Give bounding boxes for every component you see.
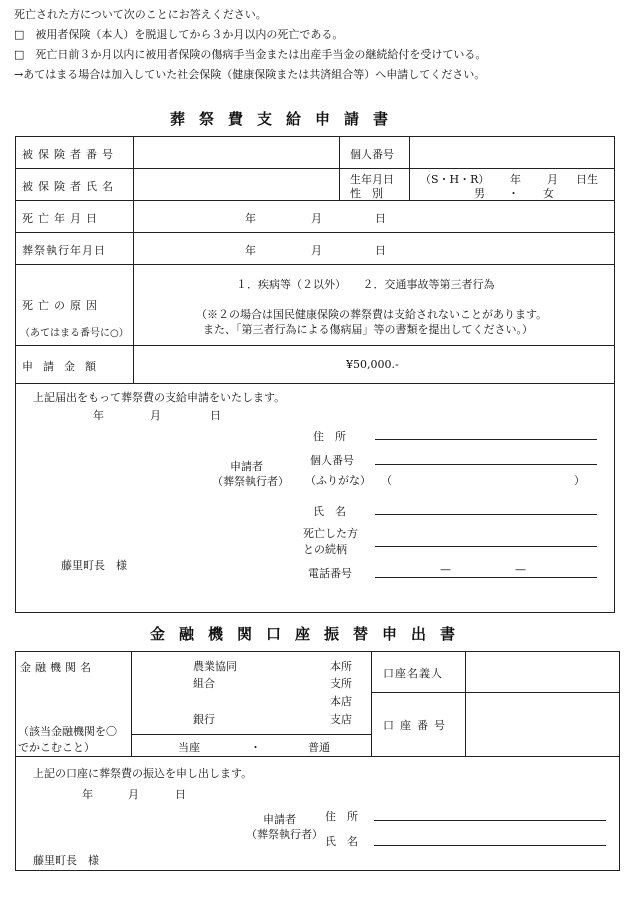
account-number-field[interactable]	[468, 696, 616, 752]
transfer-applicant-sublabel: （葬祭執行者）	[246, 828, 323, 841]
funeral-month-unit: 月	[311, 244, 322, 257]
personal-number-label: 個人番号	[350, 148, 394, 161]
applicant-label: 申請者	[230, 460, 263, 473]
birth-year-unit: 年	[510, 173, 521, 186]
account-type-futsu[interactable]: 普通	[308, 741, 330, 754]
account-number-label: 口座番号	[383, 719, 451, 732]
relation-label-1: 死亡した方	[303, 527, 358, 540]
insured-name-label: 被保険者氏名	[22, 180, 118, 193]
death-month-unit: 月	[311, 212, 322, 225]
furigana-close-paren: ）	[574, 474, 585, 487]
notice-intro: 死亡された方について次のことにお答えください。	[14, 8, 267, 21]
phone-dash-2: —	[515, 563, 526, 576]
gender-label: 性 別	[350, 187, 383, 200]
era-options[interactable]: （S・H・R）	[420, 173, 490, 186]
applicant-address-label: 住 所	[313, 430, 346, 443]
transfer-mayor-addressee: 藤里町長 様	[33, 854, 99, 867]
cause-options[interactable]: １．疾病等（２以外） ２．交通事故等第三者行為	[236, 278, 495, 291]
applicant-name-label: 氏 名	[313, 505, 346, 518]
birth-date-label: 生年月日	[350, 173, 394, 186]
birth-month-unit: 月	[547, 173, 558, 186]
transfer-name-label: 氏 名	[325, 835, 358, 848]
account-holder-label: 口座名義人	[383, 667, 443, 680]
relation-label-2: との続柄	[303, 543, 347, 556]
application-declaration: 上記届出をもって葬祭費の支給申請をいたします。	[33, 391, 286, 404]
funeral-date-label: 葬祭執行年月日	[22, 244, 106, 257]
cause-note-2: また、「第三者行為による傷病届」等の書類を提出してください。）	[203, 323, 533, 336]
account-holder-field[interactable]	[468, 655, 616, 689]
applicant-personal-number-label: 個人番号	[310, 454, 354, 467]
phone-field[interactable]	[375, 577, 597, 578]
gender-separator: ・	[508, 187, 519, 200]
notice-checkbox-2[interactable]: □ 死亡日前３か月以内に被用者保険の傷病手当金または出産手当金の継続給付を受けている。	[14, 48, 487, 61]
declaration-month-unit: 月	[150, 409, 161, 422]
notice-instruction: →あてはまる場合は加入していた社会保険（健康保険または共済組合等）へ申請してください。	[14, 68, 486, 81]
death-year-unit: 年	[245, 212, 256, 225]
funeral-year-unit: 年	[245, 244, 256, 257]
mayor-addressee: 藤里町長 様	[61, 559, 127, 572]
cause-note-1: （※２の場合は国民健康保険の葬祭費は支給されないことがあります。	[196, 308, 548, 321]
institution-option-ginko[interactable]: 銀行	[193, 713, 215, 726]
transfer-address-field[interactable]	[374, 820, 606, 821]
branch-option-honsho[interactable]: 本所	[330, 660, 352, 673]
furigana-label: （ふりがな）	[305, 474, 371, 487]
furigana-open-paren: （	[381, 474, 392, 487]
insured-number-label: 被保険者番号	[22, 148, 118, 161]
branch-option-honten[interactable]: 本店	[330, 695, 352, 708]
personal-number-field[interactable]	[412, 140, 612, 166]
institution-hint-2: でかこむこと）	[18, 741, 95, 754]
transfer-applicant-label: 申請者	[263, 813, 296, 826]
gender-male-option[interactable]: 男	[474, 187, 485, 200]
institution-option-nokyo[interactable]: 農業協同	[193, 660, 237, 673]
transfer-declaration: 上記の口座に葬祭費の振込を申し出します。	[33, 767, 253, 780]
applicant-sublabel: （葬祭執行者）	[212, 475, 289, 488]
institution-option-kumiai[interactable]: 組合	[193, 677, 215, 690]
birth-day-unit: 日生	[576, 173, 598, 186]
gender-female-option[interactable]: 女	[543, 187, 554, 200]
funeral-form-title: 葬祭費支給申請書	[170, 110, 403, 128]
transfer-month-unit: 月	[128, 788, 139, 801]
account-type-separator: ・	[250, 741, 261, 754]
applicant-name-field[interactable]	[375, 514, 597, 515]
phone-label: 電話番号	[308, 567, 352, 580]
declaration-day-unit: 日	[210, 409, 221, 422]
account-type-toza[interactable]: 当座	[178, 741, 200, 754]
applicant-address-field[interactable]	[375, 439, 597, 440]
transfer-address-label: 住 所	[325, 810, 358, 823]
insured-name-field[interactable]	[136, 172, 336, 198]
transfer-year-unit: 年	[82, 788, 93, 801]
amount-value: ¥50,000.-	[346, 358, 399, 371]
amount-label: 申請金額	[22, 360, 106, 373]
notice-checkbox-1[interactable]: □ 被用者保険（本人）を脱退してから３か月以内の死亡である。	[14, 28, 344, 41]
insured-number-field[interactable]	[136, 140, 336, 166]
transfer-day-unit: 日	[175, 788, 186, 801]
funeral-day-unit: 日	[375, 244, 386, 257]
cause-of-death-hint: （あてはまる番号に○）	[20, 328, 129, 339]
branch-option-shisho[interactable]: 支所	[330, 677, 352, 690]
relation-field[interactable]	[375, 546, 597, 547]
phone-dash-1: —	[440, 563, 451, 576]
branch-option-shiten[interactable]: 支店	[330, 713, 352, 726]
cause-of-death-label: 死亡の原因	[22, 299, 102, 312]
institution-label: 金融機関名	[20, 661, 95, 674]
death-day-unit: 日	[375, 212, 386, 225]
death-date-label: 死亡年月日	[22, 212, 102, 225]
institution-hint-1: （該当金融機関を〇	[18, 725, 117, 738]
bank-form-title: 金融機関口座振替申出書	[150, 625, 470, 643]
declaration-year-unit: 年	[93, 409, 104, 422]
transfer-name-field[interactable]	[374, 845, 606, 846]
applicant-personal-number-field[interactable]	[375, 464, 597, 465]
